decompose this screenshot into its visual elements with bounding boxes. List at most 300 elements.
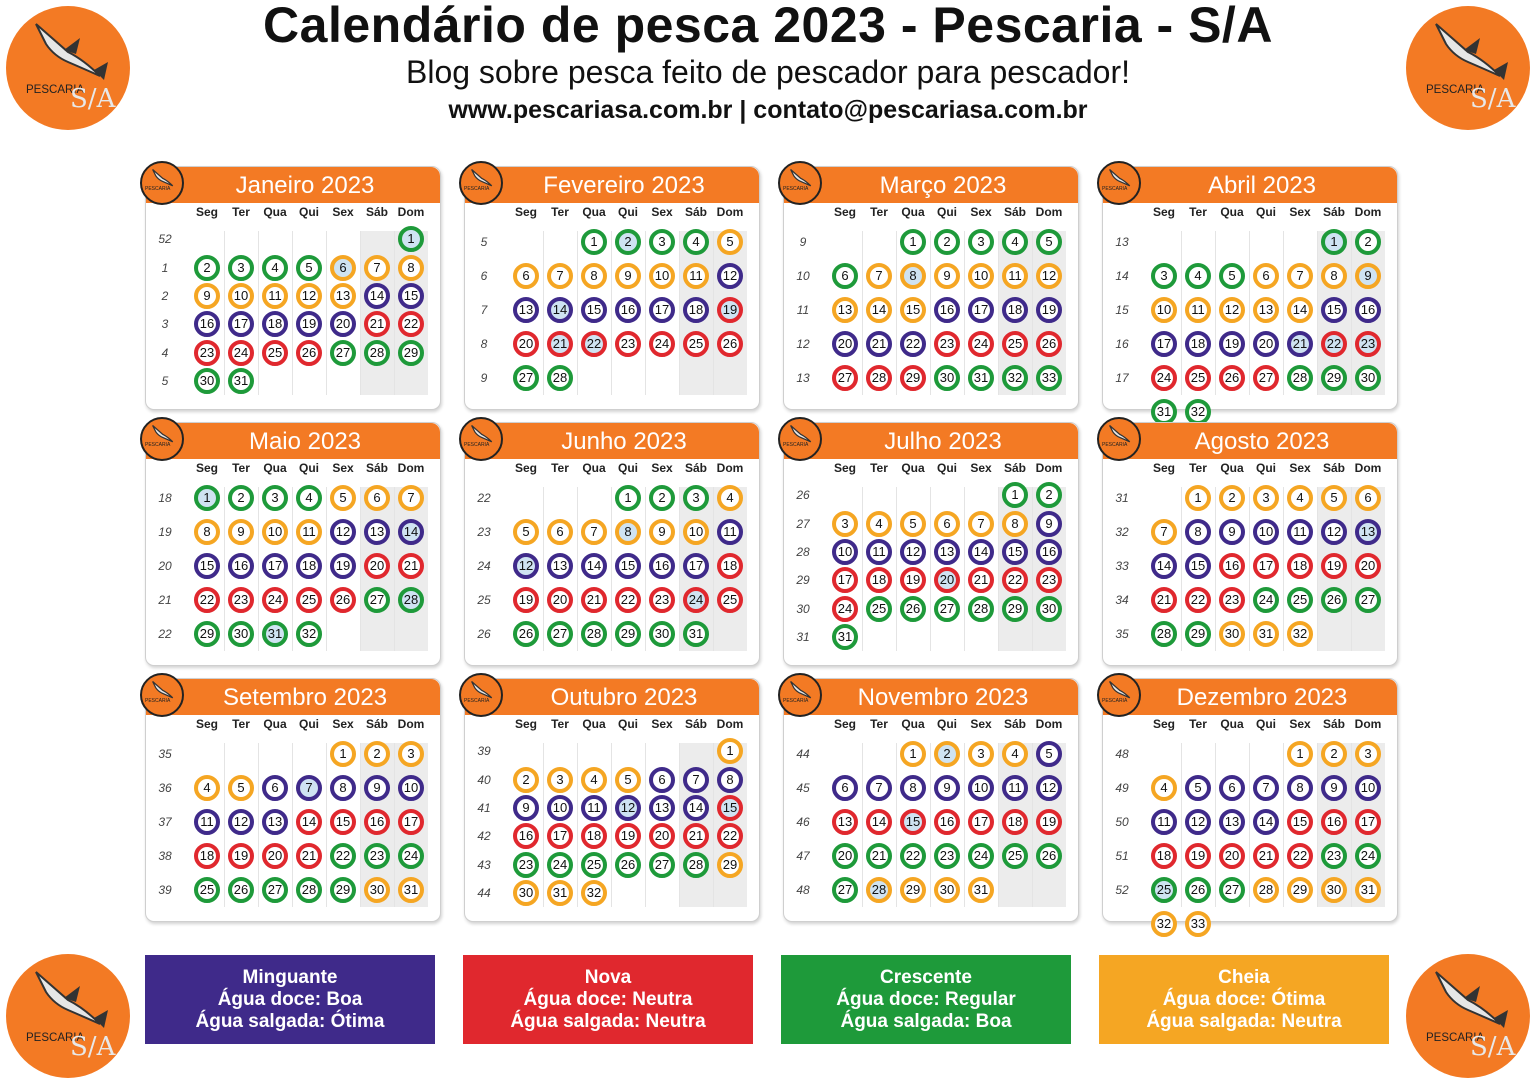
grid-line <box>611 743 612 907</box>
grid-line <box>1181 743 1182 907</box>
weekday-label: Sáb <box>1322 717 1345 731</box>
day-circle: 19 <box>296 311 322 337</box>
day-circle: 16 <box>1321 809 1347 835</box>
grid-line <box>862 743 863 907</box>
day-circle: 2 <box>1321 741 1347 767</box>
day-circle: 30 <box>1036 596 1062 622</box>
logo-text: PESCARIA <box>783 442 809 448</box>
weekday-label: Sex <box>1289 717 1311 731</box>
day-circle: 23 <box>649 587 675 613</box>
day-circle: 17 <box>968 809 994 835</box>
grid-line <box>1351 487 1352 651</box>
weekday-label: Seg <box>833 717 856 731</box>
logo-text: PESCARIA <box>783 698 809 704</box>
logo-text: PESCARIA <box>145 442 171 448</box>
legend-phase: Crescente <box>880 966 972 988</box>
day-circle: 24 <box>398 843 424 869</box>
day-circle: 18 <box>717 553 743 579</box>
week-number: 4 <box>161 345 169 360</box>
day-circle: 3 <box>968 229 994 255</box>
day-circle: 4 <box>683 229 709 255</box>
day-circle: 16 <box>194 311 220 337</box>
day-circle: 28 <box>866 365 892 391</box>
day-circle: 12 <box>296 283 322 309</box>
weekday-label: Ter <box>1189 461 1207 475</box>
day-circle: 26 <box>1036 843 1062 869</box>
day-circle: 28 <box>398 587 424 613</box>
day-circle: 12 <box>1036 775 1062 801</box>
month-title: Fevereiro 2023 <box>465 167 759 203</box>
legend-salgada: Água salgada: Ótima <box>195 1010 385 1032</box>
day-circle: 1 <box>900 229 926 255</box>
day-circle: 30 <box>1219 621 1245 647</box>
day-circle: 10 <box>968 263 994 289</box>
weekday-label: Sáb <box>365 717 388 731</box>
day-circle: 30 <box>1321 877 1347 903</box>
day-circle: 9 <box>228 519 254 545</box>
day-circle: 5 <box>1321 485 1347 511</box>
weekday-label: Dom <box>1035 205 1063 219</box>
day-circle: 19 <box>900 567 926 593</box>
day-circle: 33 <box>1185 911 1211 937</box>
day-circle: 17 <box>832 567 858 593</box>
weekday-label: Sex <box>332 717 354 731</box>
day-circle: 9 <box>1321 775 1347 801</box>
day-circle: 16 <box>649 553 675 579</box>
legend-doce: Água doce: Regular <box>836 988 1016 1010</box>
weekday-label: Sáb <box>1322 461 1345 475</box>
day-circle: 24 <box>1355 843 1381 869</box>
day-circle: 29 <box>900 877 926 903</box>
weekday-label: Qua <box>263 461 287 475</box>
legend-salgada: Água salgada: Boa <box>840 1010 1012 1032</box>
day-circle: 12 <box>513 553 539 579</box>
week-number: 22 <box>158 627 172 641</box>
day-circle: 21 <box>866 843 892 869</box>
weekday-label: Dom <box>716 717 744 731</box>
day-circle: 7 <box>547 263 573 289</box>
day-circle: 14 <box>547 297 573 323</box>
day-circle: 18 <box>581 823 607 849</box>
day-circle: 27 <box>547 621 573 647</box>
day-circle: 24 <box>832 596 858 622</box>
day-circle: 30 <box>364 877 390 903</box>
day-circle: 20 <box>547 587 573 613</box>
day-circle: 8 <box>1321 263 1347 289</box>
grid-line <box>394 743 395 907</box>
day-circle: 13 <box>1219 809 1245 835</box>
day-circle: 20 <box>1253 331 1279 357</box>
month-calendar <box>1102 678 1398 931</box>
day-circle: 2 <box>934 229 960 255</box>
day-grid <box>190 231 429 401</box>
week-number: 48 <box>796 883 810 897</box>
legend-doce: Água doce: Boa <box>217 988 363 1010</box>
day-circle: 16 <box>934 809 960 835</box>
day-circle: 2 <box>615 229 641 255</box>
grid-line <box>930 743 931 907</box>
grid-line <box>326 231 327 395</box>
logo-bottom-left <box>6 954 130 1078</box>
day-circle: 8 <box>330 775 356 801</box>
day-circle: 16 <box>228 553 254 579</box>
week-number: 46 <box>796 815 810 829</box>
day-circle: 8 <box>1287 775 1313 801</box>
day-circle: 1 <box>1185 485 1211 511</box>
logo-mark: S/A <box>1470 84 1516 114</box>
day-circle: 11 <box>194 809 220 835</box>
week-number: 13 <box>1115 235 1129 249</box>
day-circle: 2 <box>1219 485 1245 511</box>
day-circle: 31 <box>832 624 858 650</box>
grid-line <box>998 743 999 907</box>
day-circle: 10 <box>1253 519 1279 545</box>
day-circle: 32 <box>581 880 607 906</box>
weekday-label: Sex <box>1289 205 1311 219</box>
day-circle: 32 <box>1002 365 1028 391</box>
month-title: Julho 2023 <box>784 423 1078 459</box>
day-circle: 10 <box>262 519 288 545</box>
day-circle: 22 <box>398 311 424 337</box>
day-circle: 1 <box>194 485 220 511</box>
grid-line <box>360 231 361 395</box>
day-circle: 28 <box>1253 877 1279 903</box>
weekday-label: Seg <box>1152 461 1175 475</box>
grid-line <box>1249 231 1250 395</box>
logo-text: PESCARIA <box>1426 1032 1485 1044</box>
month-calendar <box>783 422 1079 666</box>
day-circle: 26 <box>330 587 356 613</box>
grid-line <box>964 231 965 395</box>
day-circle: 15 <box>330 809 356 835</box>
weekday-label: Sex <box>651 717 673 731</box>
day-circle: 15 <box>1185 553 1211 579</box>
day-circle: 15 <box>581 297 607 323</box>
legend-minguante <box>145 955 435 1044</box>
day-circle: 15 <box>1321 297 1347 323</box>
day-circle: 32 <box>296 621 322 647</box>
month-calendar <box>783 678 1079 922</box>
day-circle: 13 <box>330 283 356 309</box>
weekday-label: Qua <box>582 461 606 475</box>
weekday-label: Sex <box>1289 461 1311 475</box>
grid-line <box>645 743 646 907</box>
day-circle: 15 <box>900 809 926 835</box>
day-circle: 14 <box>398 519 424 545</box>
legend-doce: Água doce: Neutra <box>523 988 693 1010</box>
week-number: 21 <box>158 593 172 607</box>
day-circle: 20 <box>330 311 356 337</box>
month-title: Agosto 2023 <box>1103 423 1397 459</box>
day-circle: 12 <box>1036 263 1062 289</box>
day-circle: 21 <box>296 843 322 869</box>
day-circle: 19 <box>1321 553 1347 579</box>
day-circle: 2 <box>934 741 960 767</box>
day-circle: 22 <box>194 587 220 613</box>
day-circle: 19 <box>330 553 356 579</box>
day-circle: 14 <box>866 297 892 323</box>
day-circle: 5 <box>1185 775 1211 801</box>
day-circle: 30 <box>934 365 960 391</box>
day-circle: 31 <box>398 877 424 903</box>
day-circle: 17 <box>262 553 288 579</box>
week-number: 41 <box>477 800 491 815</box>
grid-line <box>679 487 680 651</box>
weekday-label: Sáb <box>365 461 388 475</box>
weekday-label: Sex <box>651 205 673 219</box>
legend-salgada: Água salgada: Neutra <box>510 1010 706 1032</box>
week-number: 13 <box>796 371 810 385</box>
day-circle: 4 <box>1287 485 1313 511</box>
week-number: 14 <box>1115 269 1129 283</box>
grid-line <box>930 487 931 651</box>
weekday-label: Seg <box>195 461 218 475</box>
page-header <box>0 0 1536 125</box>
day-circle: 25 <box>717 587 743 613</box>
grid-line <box>360 487 361 651</box>
day-circle: 32 <box>1287 621 1313 647</box>
day-circle: 12 <box>615 795 641 821</box>
day-circle: 2 <box>364 741 390 767</box>
weekday-label: Sáb <box>1322 205 1345 219</box>
day-circle: 23 <box>1321 843 1347 869</box>
weekday-label: Dom <box>1354 205 1382 219</box>
day-circle: 7 <box>398 485 424 511</box>
day-circle: 23 <box>513 852 539 878</box>
weekday-label: Ter <box>870 461 888 475</box>
day-circle: 14 <box>683 795 709 821</box>
grid-line <box>998 487 999 651</box>
legend-cheia <box>1099 955 1389 1044</box>
day-circle: 29 <box>900 365 926 391</box>
day-circle: 20 <box>1355 553 1381 579</box>
day-circle: 18 <box>1287 553 1313 579</box>
week-number: 28 <box>796 544 810 559</box>
day-circle: 27 <box>832 877 858 903</box>
day-circle: 20 <box>262 843 288 869</box>
day-circle: 18 <box>1151 843 1177 869</box>
day-circle: 18 <box>296 553 322 579</box>
day-circle: 7 <box>581 519 607 545</box>
day-circle: 22 <box>330 843 356 869</box>
grid-line <box>1249 487 1250 651</box>
day-circle: 10 <box>1355 775 1381 801</box>
day-circle: 6 <box>547 519 573 545</box>
day-circle: 8 <box>398 255 424 281</box>
day-circle: 26 <box>717 331 743 357</box>
day-circle: 31 <box>968 365 994 391</box>
weekday-label: Qui <box>299 205 319 219</box>
day-circle: 24 <box>1253 587 1279 613</box>
grid-line <box>292 231 293 395</box>
weekday-label: Qua <box>263 717 287 731</box>
week-number: 45 <box>796 781 810 795</box>
day-circle: 13 <box>934 539 960 565</box>
day-circle: 8 <box>615 519 641 545</box>
day-circle: 25 <box>683 331 709 357</box>
week-number: 23 <box>477 525 491 539</box>
day-circle: 5 <box>717 229 743 255</box>
month-logo <box>778 417 822 461</box>
day-circle: 29 <box>1002 596 1028 622</box>
day-circle: 6 <box>1219 775 1245 801</box>
day-circle: 7 <box>1287 263 1313 289</box>
grid-line <box>326 743 327 907</box>
weekday-label: Ter <box>232 717 250 731</box>
day-circle: 5 <box>228 775 254 801</box>
day-circle: 6 <box>832 263 858 289</box>
weekday-label: Qui <box>618 461 638 475</box>
week-number: 11 <box>796 303 810 317</box>
week-number: 44 <box>477 885 491 900</box>
day-circle: 17 <box>547 823 573 849</box>
weekday-label: Sáb <box>1003 205 1026 219</box>
legend-phase: Nova <box>584 966 632 988</box>
week-number: 31 <box>796 629 810 644</box>
day-circle: 23 <box>934 331 960 357</box>
weekday-label: Sex <box>970 717 992 731</box>
day-circle: 28 <box>364 340 390 366</box>
day-circle: 5 <box>513 519 539 545</box>
day-circle: 6 <box>1253 263 1279 289</box>
week-number: 40 <box>477 772 491 787</box>
day-circle: 17 <box>1253 553 1279 579</box>
day-circle: 3 <box>1355 741 1381 767</box>
day-circle: 13 <box>547 553 573 579</box>
day-circle: 32 <box>1151 911 1177 937</box>
grid-line <box>1283 743 1284 907</box>
weekday-label: Qui <box>937 717 957 731</box>
weekday-label: Sáb <box>365 205 388 219</box>
day-circle: 29 <box>1287 877 1313 903</box>
day-circle: 26 <box>1185 877 1211 903</box>
week-number: 24 <box>477 559 491 573</box>
week-number: 30 <box>796 601 810 616</box>
day-circle: 14 <box>581 553 607 579</box>
month-logo <box>140 417 184 461</box>
day-circle: 6 <box>330 255 356 281</box>
weekday-label: Dom <box>397 717 425 731</box>
day-circle: 5 <box>330 485 356 511</box>
day-circle: 11 <box>296 519 322 545</box>
day-circle: 1 <box>330 741 356 767</box>
day-circle: 16 <box>364 809 390 835</box>
day-circle: 8 <box>900 263 926 289</box>
weekday-label: Seg <box>195 717 218 731</box>
legend-doce: Água doce: Ótima <box>1162 988 1326 1010</box>
day-grid <box>190 487 429 657</box>
grid-line <box>896 743 897 907</box>
day-circle: 13 <box>262 809 288 835</box>
month-title: Dezembro 2023 <box>1103 679 1397 715</box>
day-circle: 3 <box>262 485 288 511</box>
grid-line <box>1317 231 1318 395</box>
week-number: 33 <box>1115 559 1129 573</box>
grid-line <box>964 743 965 907</box>
day-circle: 26 <box>1321 587 1347 613</box>
day-circle: 1 <box>1287 741 1313 767</box>
weekday-label: Sex <box>332 205 354 219</box>
day-circle: 24 <box>649 331 675 357</box>
grid-line <box>896 487 897 651</box>
day-circle: 12 <box>228 809 254 835</box>
day-circle: 10 <box>968 775 994 801</box>
week-number: 42 <box>477 829 491 844</box>
day-circle: 11 <box>1185 297 1211 323</box>
day-grid <box>509 231 748 401</box>
day-circle: 26 <box>1036 331 1062 357</box>
day-circle: 3 <box>649 229 675 255</box>
weekday-label: Ter <box>1189 717 1207 731</box>
day-circle: 14 <box>968 539 994 565</box>
day-circle: 13 <box>832 297 858 323</box>
grid-line <box>713 743 714 907</box>
day-circle: 9 <box>194 283 220 309</box>
weekday-label: Qua <box>901 205 925 219</box>
month-logo <box>1097 673 1141 717</box>
day-circle: 25 <box>1287 587 1313 613</box>
day-circle: 7 <box>1151 519 1177 545</box>
day-grid <box>828 231 1067 401</box>
weekday-label: Dom <box>1035 461 1063 475</box>
day-circle: 30 <box>228 621 254 647</box>
weekday-label: Dom <box>716 205 744 219</box>
day-circle: 26 <box>228 877 254 903</box>
weekday-label: Qui <box>618 717 638 731</box>
day-circle: 18 <box>1185 331 1211 357</box>
day-circle: 27 <box>513 365 539 391</box>
day-circle: 9 <box>1219 519 1245 545</box>
logo-text: PESCARIA <box>26 1032 85 1044</box>
day-circle: 3 <box>832 511 858 537</box>
day-circle: 7 <box>866 263 892 289</box>
weekday-label: Qua <box>1220 717 1244 731</box>
grid-line <box>862 231 863 395</box>
day-circle: 28 <box>1287 365 1313 391</box>
day-circle: 23 <box>364 843 390 869</box>
weekday-label: Dom <box>1354 717 1382 731</box>
grid-line <box>1351 743 1352 907</box>
day-grid <box>509 487 748 657</box>
month-title: Novembro 2023 <box>784 679 1078 715</box>
swordfish-icon <box>24 964 114 1034</box>
day-circle: 29 <box>615 621 641 647</box>
day-grid <box>828 743 1067 913</box>
week-number: 12 <box>796 337 810 351</box>
day-circle: 22 <box>900 843 926 869</box>
day-circle: 14 <box>1151 553 1177 579</box>
day-circle: 8 <box>900 775 926 801</box>
grid-line <box>713 231 714 395</box>
day-circle: 26 <box>615 852 641 878</box>
day-circle: 4 <box>1002 229 1028 255</box>
day-circle: 20 <box>832 331 858 357</box>
day-circle: 1 <box>1321 229 1347 255</box>
day-circle: 29 <box>330 877 356 903</box>
grid-line <box>258 487 259 651</box>
grid-line <box>1351 231 1352 395</box>
weekday-label: Seg <box>514 717 537 731</box>
day-circle: 16 <box>513 823 539 849</box>
day-grid <box>1147 231 1386 419</box>
weekday-label: Ter <box>551 205 569 219</box>
weekday-label: Qui <box>937 205 957 219</box>
day-circle: 17 <box>228 311 254 337</box>
day-circle: 25 <box>581 852 607 878</box>
day-circle: 19 <box>1036 809 1062 835</box>
weekday-label: Dom <box>1354 461 1382 475</box>
month-calendar <box>464 422 760 666</box>
